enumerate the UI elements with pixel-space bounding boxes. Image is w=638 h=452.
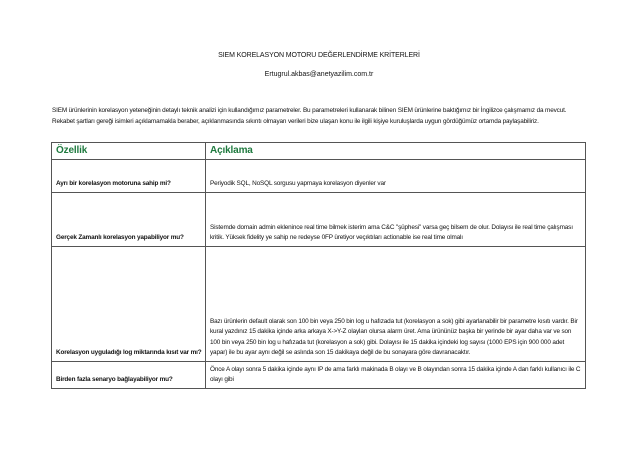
- table-header-row: [52, 143, 586, 160]
- feature-cell: Korelasyon uyguladığı log miktarında kısıt var mı?: [52, 247, 206, 362]
- feature-cell: Ayrı bir korelasyon motoruna sahip mi?: [52, 160, 206, 193]
- table-row: [52, 160, 586, 193]
- description-cell: Bazı ürünlerin default olarak son 100 bin veya 250 bin log u hafızada tut (korelasyon a sok) gibi ayarlanabilir bir parametre kısıtı vardır. Bir kural yazdınız 15 dakika içinde arka arkaya X->Y-Z olayları olursa alarm üret. Ama ürününüz başka bir yerinde bir ayar daha var ve son 100 bin veya 250 bin log u hafızada tut (korelasyon a sok) gibi. Dolayısı ile 15 dakika içindeki log sayısı (1000 EPS için 900 000 adet yapar) ile bu ayar aynı değil se aslında son 15 dakikaya değil de bu sonayara göre davranacaktır.: [206, 247, 586, 362]
- description-cell: Periyodik SQL, NoSQL sorgusu yapmaya korelasyon diyenler var: [206, 160, 586, 193]
- features-table: [51, 142, 586, 389]
- document-title: SIEM KORELASYON MOTORU DEĞERLENDİRME KRİTERLERİ: [218, 52, 420, 59]
- table-row: [52, 193, 586, 247]
- feature-header: Özellik: [52, 143, 206, 160]
- author-email: Ertugrul.akbas@anetyazilim.com.tr: [264, 71, 374, 78]
- description-cell: Önce A olayı sonra 5 dakika içinde aynı IP de ama farklı makinada B olayı ve B olayından sonra 15 dakika içinde A dan farklı kullanıcı ile C olayı gibi: [206, 362, 586, 389]
- intro-paragraph: SIEM ürünlerinin korelasyon yeteneğinin detaylı teknik analizi için kullandığımız parametreler. Bu parametreleri kullanarak bilinen SIEM ürünlerine baktığımız bir İngilizce çalışmamız da mevcut. Rekabet şartları gereği isimleri açıklamamakla beraber, açıklanmasında sıkıntı olmayan verileri bize ulaşan konu ile ilgili kişiye kuruluşlarda uygun gördüğümüz ortamda paylaşabiliriz.: [52, 107, 567, 125]
- description-header: Açıklama: [206, 143, 586, 160]
- feature-cell: Gerçek Zamanlı korelasyon yapabiliyor mu?: [52, 193, 206, 247]
- feature-cell: Birden fazla senaryo bağlayabiliyor mu?: [52, 362, 206, 389]
- table-row: [52, 362, 586, 389]
- description-cell: Sistemde domain admin eklenince real time bilmek isterim ama C&C "şüphesi" varsa geç bilsem de olur. Dolayısı ile real time çalışması kritik. Yüksek fidelity ye sahip ne redeyse 0FP üretiyor veçıktıları actionable ise real time olmalı: [206, 193, 586, 247]
- table-row: [52, 247, 586, 362]
